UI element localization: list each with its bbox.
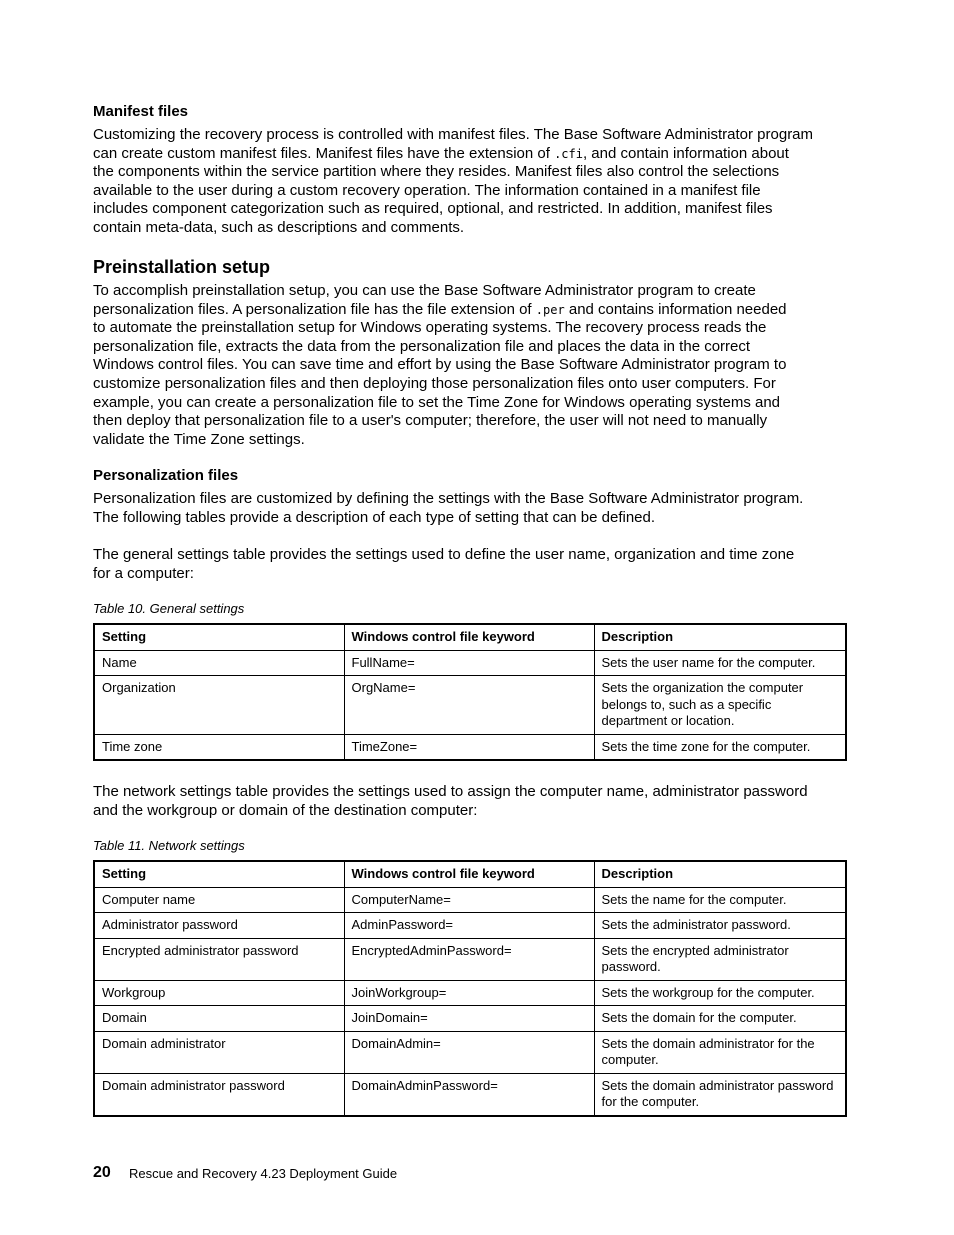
manifest-line: contain meta-data, such as descriptions and comments. [93, 218, 465, 236]
cell-keyword: TimeZone= [344, 734, 594, 760]
paragraph-line: The network settings table provides the settings used to assign the computer name, administrator password [93, 783, 808, 800]
table-row [94, 980, 846, 1006]
manifest-paragraph [93, 126, 813, 238]
table11-caption: Table 11. Network settings [93, 838, 245, 853]
header-setting: Setting [94, 861, 344, 887]
manifest-line: can create custom manifest files. Manifest files have the extension of .cfi, and contain information about [93, 144, 789, 162]
personalization-paragraph-2 [93, 546, 794, 583]
paragraph-line: The general settings table provides the settings used to define the user name, organization and time zone [93, 546, 795, 563]
cell-keyword: OrgName= [344, 676, 594, 735]
table-row [94, 887, 846, 913]
table-row [94, 913, 846, 939]
preinstall-line: example, you can create a personalization file to set the Time Zone for Windows operating systems and [93, 393, 781, 411]
cell-keyword: DomainAdminPassword= [344, 1073, 594, 1116]
cell-setting: Time zone [94, 734, 344, 760]
page-number: 20 [93, 1164, 111, 1181]
cell-keyword: ComputerName= [344, 887, 594, 913]
table-header-row [94, 624, 846, 650]
preinstall-line: To accomplish preinstallation setup, you can use the Base Software Administrator program to create [93, 282, 756, 299]
manifest-extension: .cfi [554, 146, 583, 161]
table-row [94, 1031, 846, 1073]
table10-caption: Table 10. General settings [93, 601, 245, 616]
manifest-line: Customizing the recovery process is controlled with manifest files. The Base Software Administrator program [93, 126, 814, 143]
manifest-line: the components within the service partition where they resides. Manifest files also control the selections [93, 163, 780, 181]
cell-keyword: AdminPassword= [344, 913, 594, 939]
cell-setting: Domain [94, 1006, 344, 1032]
cell-setting: Workgroup [94, 980, 344, 1006]
cell-keyword: FullName= [344, 650, 594, 676]
cell-description: Sets the workgroup for the computer. [594, 980, 846, 1006]
cell-description: Sets the encrypted administrator password. [594, 938, 846, 980]
preinstall-paragraph [93, 282, 787, 449]
cell-setting: Encrypted administrator password [94, 938, 344, 980]
preinstall-line: personalization files. A personalization file has the file extension of .per and contains information needed [93, 300, 787, 318]
cell-description: Sets the domain administrator for the computer. [594, 1031, 846, 1073]
manifest-line: includes component categorization such as required, optional, and restricted. In addition, manifest files [93, 200, 773, 218]
cell-description: Sets the user name for the computer. [594, 650, 846, 676]
cell-keyword: EncryptedAdminPassword= [344, 938, 594, 980]
manifest-line: available to the user during a custom recovery operation. The information contained in a manifest file [93, 181, 761, 199]
preinstall-heading: Preinstallation setup [93, 257, 271, 277]
cell-keyword: DomainAdmin= [344, 1031, 594, 1073]
cell-setting: Administrator password [94, 913, 344, 939]
preinstall-line: to automate the preinstallation setup for Windows operating systems. The recovery process reads the [93, 319, 767, 337]
paragraph-line: for a computer: [93, 564, 194, 582]
table-row [94, 734, 846, 760]
cell-setting: Organization [94, 676, 344, 735]
personalization-paragraph-1 [93, 490, 803, 527]
table-row [94, 676, 846, 735]
cell-description: Sets the domain administrator password for the computer. [594, 1073, 846, 1116]
preinstall-extension: .per [535, 302, 565, 317]
paragraph-line: and the workgroup or domain of the destination computer: [93, 801, 478, 819]
header-description: Description [594, 624, 846, 650]
preinstall-line: validate the Time Zone settings. [93, 430, 305, 448]
footer-title: Rescue and Recovery 4.23 Deployment Guide [129, 1166, 398, 1181]
general-settings-table [93, 623, 847, 761]
cell-setting: Computer name [94, 887, 344, 913]
table-row [94, 650, 846, 676]
table-header-row [94, 861, 846, 887]
network-settings-table [93, 860, 847, 1117]
manifest-heading: Manifest files [93, 103, 189, 120]
cell-setting: Domain administrator [94, 1031, 344, 1073]
table-row [94, 1006, 846, 1032]
cell-description: Sets the organization the computer belongs to, such as a specific department or location. [594, 676, 846, 735]
cell-keyword: JoinWorkgroup= [344, 980, 594, 1006]
table-row [94, 1073, 846, 1116]
table-row [94, 938, 846, 980]
personalization-heading: Personalization files [93, 467, 239, 484]
cell-keyword: JoinDomain= [344, 1006, 594, 1032]
header-description: Description [594, 861, 846, 887]
cell-setting: Domain administrator password [94, 1073, 344, 1116]
cell-description: Sets the name for the computer. [594, 887, 846, 913]
preinstall-line: Windows control files. You can save time and effort by using the Base Software Administrator program to [93, 356, 787, 374]
header-keyword: Windows control file keyword [344, 624, 594, 650]
cell-description: Sets the domain for the computer. [594, 1006, 846, 1032]
preinstall-line: personalization file, extracts the data from the personalization file and places the data in the correct [93, 337, 751, 355]
cell-setting: Name [94, 650, 344, 676]
preinstall-line: customize personalization files and then deploying those personalization files onto user computers. For [93, 374, 776, 392]
header-setting: Setting [94, 624, 344, 650]
paragraph-line: Personalization files are customized by defining the settings with the Base Software Administrator program. [93, 490, 804, 507]
cell-description: Sets the administrator password. [594, 913, 846, 939]
preinstall-line: then deploy that personalization file to a user's computer; therefore, the user will not need to manually [93, 412, 768, 430]
header-keyword: Windows control file keyword [344, 861, 594, 887]
personalization-paragraph-3 [93, 783, 808, 820]
paragraph-line: The following tables provide a description of each type of setting that can be defined. [93, 508, 656, 526]
cell-description: Sets the time zone for the computer. [594, 734, 846, 760]
